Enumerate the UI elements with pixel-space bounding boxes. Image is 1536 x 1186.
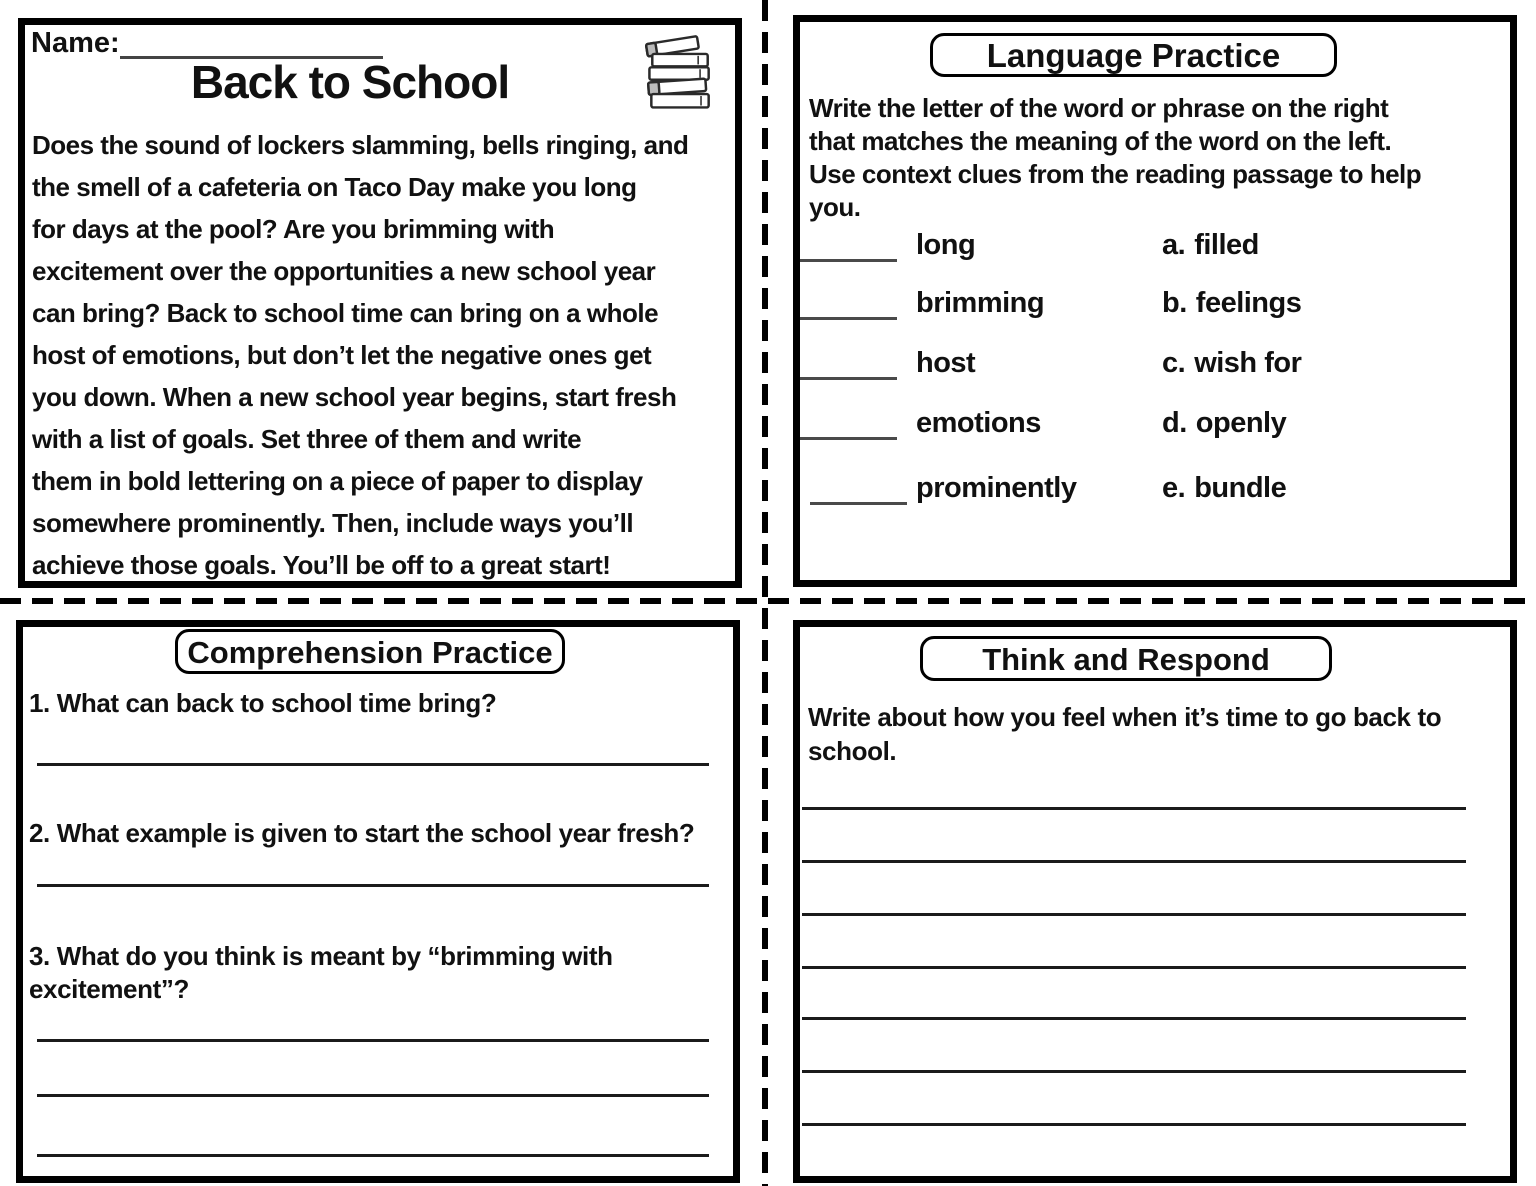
passage-line: can bring? Back to school time can bring on a whole	[32, 298, 659, 328]
option-letter: e.	[1162, 472, 1186, 504]
passage-line: with a list of goals. Set three of them and write	[32, 424, 582, 454]
vocab-word: host	[916, 347, 976, 379]
writing-line[interactable]	[802, 1070, 1466, 1073]
option-letter: d.	[1162, 407, 1187, 439]
writing-line[interactable]	[802, 1017, 1466, 1020]
match-option	[1162, 407, 1286, 440]
match-answer-blank[interactable]	[800, 317, 897, 320]
comprehension-practice-panel	[16, 620, 740, 1183]
match-row	[800, 400, 1510, 444]
passage-line: for days at the pool? Are you brimming with	[32, 214, 555, 244]
prompt-line: school.	[808, 736, 897, 766]
option-text: openly	[1195, 407, 1287, 439]
writing-prompt	[808, 700, 1441, 768]
language-instructions	[809, 92, 1421, 224]
match-answer-blank[interactable]	[810, 502, 907, 505]
option-letter: c.	[1162, 347, 1186, 379]
question-3	[29, 940, 613, 1006]
writing-line[interactable]	[802, 913, 1466, 916]
writing-line[interactable]	[802, 966, 1466, 969]
answer-line[interactable]	[37, 763, 709, 766]
reading-passage-panel	[18, 18, 742, 588]
question-1	[29, 687, 496, 720]
match-option	[1162, 472, 1286, 505]
instructions-line: you.	[809, 192, 861, 222]
writing-line[interactable]	[802, 860, 1466, 863]
question-text: 2. What example is given to start the school year fresh?	[29, 818, 695, 848]
passage-line: achieve those goals. You’ll be off to a great start!	[32, 550, 611, 580]
vertical-cut-dashed-line	[762, 0, 768, 1186]
question-text: 1. What can back to school time bring?	[29, 688, 497, 718]
option-letter: a.	[1162, 229, 1186, 261]
name-label: Name:	[31, 27, 120, 59]
answer-line[interactable]	[37, 884, 709, 887]
language-practice-panel	[793, 15, 1517, 587]
answer-line[interactable]	[37, 1094, 709, 1097]
match-answer-blank[interactable]	[800, 377, 897, 380]
match-option	[1162, 229, 1259, 262]
passage-line: somewhere prominently. Then, include ways you’ll	[32, 508, 634, 538]
vocab-word: long	[916, 229, 976, 261]
match-row	[800, 465, 1510, 509]
vocab-word: prominently	[916, 472, 1077, 504]
passage-line: host of emotions, but don’t let the negative ones get	[32, 340, 652, 370]
books-stack-icon	[637, 31, 723, 117]
reading-passage	[32, 124, 731, 586]
section-title: Comprehension Practice	[175, 629, 565, 674]
match-answer-blank[interactable]	[800, 437, 897, 440]
passage-line: you down. When a new school year begins, start fresh	[32, 382, 677, 412]
option-text: feelings	[1195, 287, 1302, 319]
writing-line[interactable]	[802, 1123, 1466, 1126]
option-text: bundle	[1194, 472, 1287, 504]
writing-line[interactable]	[802, 807, 1466, 810]
match-answer-blank[interactable]	[800, 259, 897, 262]
instructions-line: Use context clues from the reading passage to help	[809, 159, 1422, 189]
match-row	[800, 280, 1510, 324]
passage-line: them in bold lettering on a piece of paper to display	[32, 466, 643, 496]
instructions-line: Write the letter of the word or phrase on the right	[809, 93, 1389, 123]
match-option	[1162, 287, 1301, 320]
answer-line[interactable]	[37, 1039, 709, 1042]
question-2	[29, 817, 694, 850]
match-row	[800, 340, 1510, 384]
prompt-line: Write about how you feel when it’s time to go back to	[808, 702, 1442, 732]
section-title: Language Practice	[930, 33, 1337, 77]
passage-line: excitement over the opportunities a new school year	[32, 256, 656, 286]
instructions-line: that matches the meaning of the word on the left.	[809, 126, 1392, 156]
passage-line: the smell of a cafeteria on Taco Day make you long	[32, 172, 637, 202]
match-row	[800, 222, 1510, 266]
match-option	[1162, 347, 1301, 380]
passage-title: Back to School	[190, 56, 510, 108]
answer-line[interactable]	[37, 1154, 709, 1157]
option-text: wish for	[1194, 347, 1302, 379]
section-title: Think and Respond	[920, 636, 1332, 681]
passage-line: Does the sound of lockers slamming, bells ringing, and	[32, 130, 689, 160]
question-text: excitement”?	[29, 974, 189, 1004]
option-text: filled	[1194, 229, 1259, 261]
question-text: 3. What do you think is meant by “brimming with	[29, 941, 613, 971]
think-and-respond-panel	[793, 620, 1517, 1183]
horizontal-cut-dashed-line	[0, 598, 1536, 604]
vocab-word: emotions	[916, 407, 1041, 439]
option-letter: b.	[1162, 287, 1187, 319]
vocab-word: brimming	[916, 287, 1045, 319]
